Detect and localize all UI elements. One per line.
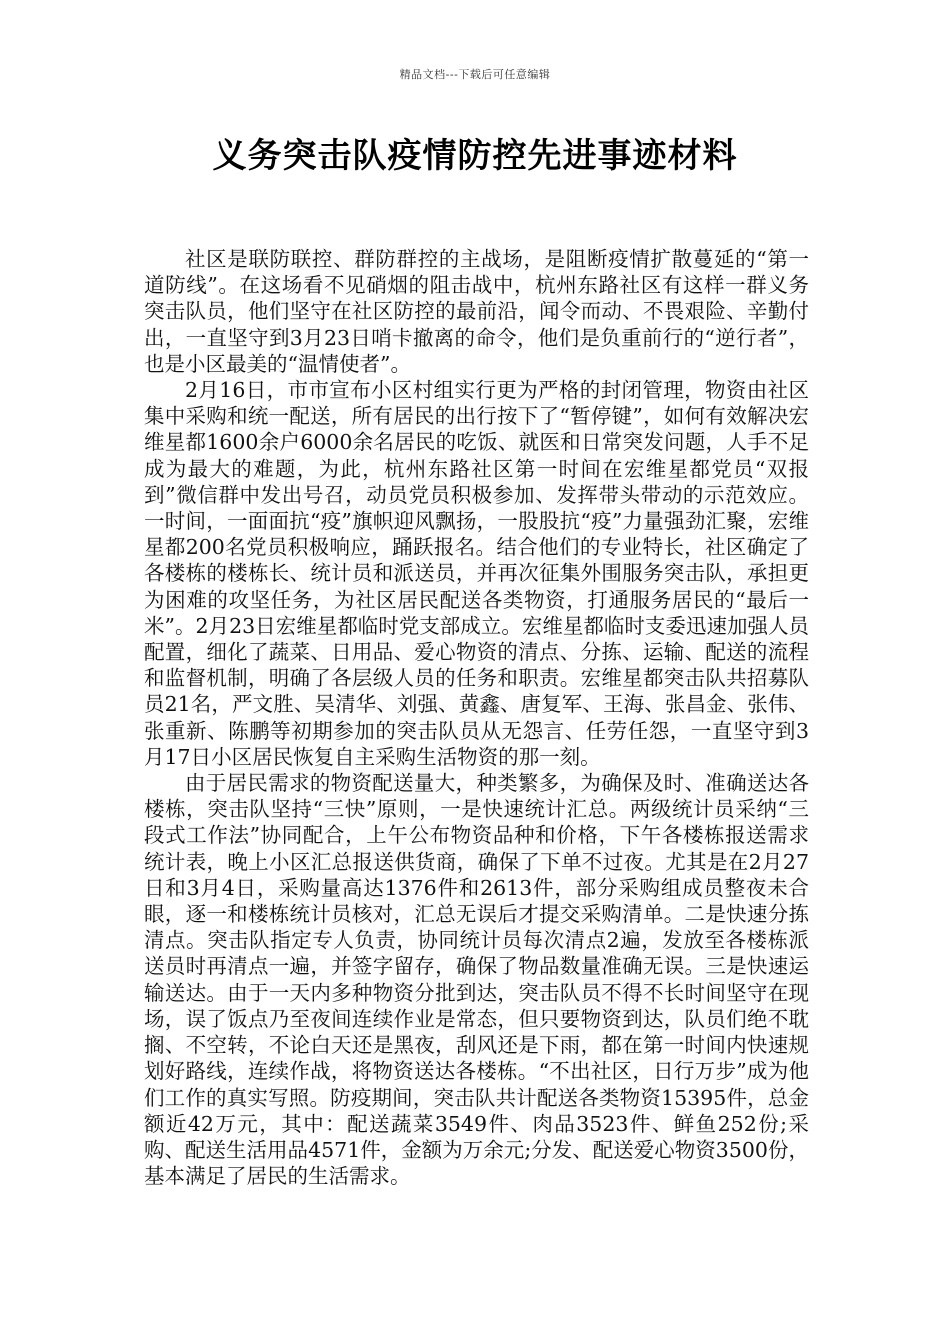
header-note: 精品文档---下载后可任意编辑 [399, 68, 551, 81]
paragraph-mobilization: 2月16日，市市宣布小区村组实行更为严格的封闭管理，物资由社区集中采购和统一配送，所有居民的出行按下了“暂停键”，如何有效解决宏维星都1600余户6000余名居民的吃饭、就医和日常突发问题，人手不足成为最大的难题，为此，杭州东路社区第一时间在宏维星都党员“双报到”微信群中发出号召，动员党员积极参加、发挥带头带动的示范效应。一时间，一面面抗“疫”旗帜迎风飘扬，一股股抗“疫”力量强劲汇聚，宏维星都200名党员积极响应，踊跃报名。结合他们的专业特长，社区确定了各楼栋的楼栋长、统计员和派送员，并再次征集外围服务突击队，承担更为困难的攻坚任务，为社区居民配送各类物资，打通服务居民的“最后一米”。2月23日宏维星都临时党支部成立。宏维星都临时支委迅速加强人员配置，细化了蔬菜、日用品、爱心物资的清点、分拣、运输、配送的流程和监督机制，明确了各层级人员的任务和职责。宏维星都突击队共招募队员21名，严文胜、吴清华、刘强、黄鑫、唐复军、王海、张昌金、张伟、张重新、陈鹏等初期参加的突击队员从无怨言、任劳任怨，一直坚守到3月17日小区居民恢复自主采购生活物资的那一刻。 [144, 378, 809, 769]
paragraph-intro: 社区是联防联控、群防群控的主战场，是阻断疫情扩散蔓延的“第一道防线”。在这场看不见硝烟的阻击战中，杭州东路社区有这样一群义务突击队员，他们坚守在社区防控的最前沿，闻令而动、不畏艰险、辛勤付出，一直坚守到3月23日哨卡撤离的命令，他们是负重前行的“逆行者”，也是小区最美的“温情使者”。 [144, 247, 809, 376]
document-body [144, 246, 809, 1189]
page-title: 义务突击队疫情防控先进事迹材料 [212, 136, 738, 176]
paragraph-delivery: 由于居民需求的物资配送量大，种类繁多，为确保及时、准确送达各楼栋，突击队坚持“三快”原则，一是快速统计汇总。两级统计员采纳“三段式工作法”协同配合，上午公布物资品种和价格，下午各楼栋报送需求统计表，晚上小区汇总报送供货商，确保了下单不过夜。尤其是在2月27日和3月4日，采购量高达1376件和2613件，部分采购组成员整夜未合眼，逐一和楼栋统计员核对，汇总无误后才提交采购清单。二是快速分拣清点。突击队指定专人负责，协同统计员每次清点2遍，发放至各楼栋派送员时再清点一遍，并签字留存，确保了物品数量准确无误。三是快速运输送达。由于一天内多种物资分批到达，突击队员不得不长时间坚守在现场，误了饭点乃至夜间连续作业是常态，但只要物资到达，队员们绝不耽搁、不空转，不论白天还是黑夜，刮风还是下雨，都在第一时间内快速规划好路线，连续作战，将物资送达各楼栋。“不出社区，日行万步”成为他们工作的真实写照。防疫期间，突击队共计配送各类物资15395件，总金额近42万元，其中：配送蔬菜3549件、肉品3523件、鲜鱼252份;采购、配送生活用品4571件，金额为万余元;分发、配送爱心物资3500份，基本满足了居民的生活需求。 [144, 771, 809, 1189]
